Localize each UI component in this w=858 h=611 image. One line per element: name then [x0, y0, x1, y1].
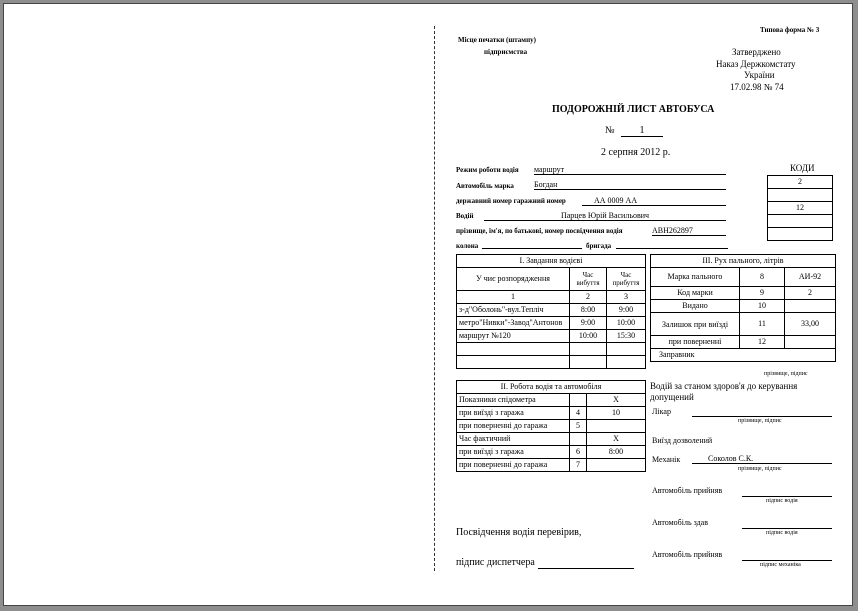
work-table — [456, 380, 646, 472]
form-model: Типова форма № 3 — [760, 26, 820, 34]
fuel-num: 10 — [740, 300, 785, 313]
work-label: при поверненні до гаража — [457, 420, 570, 433]
work-mode-label: Режим роботи водія — [456, 166, 519, 174]
task-dest: метро"Нивки"-Завод"Антонов — [457, 317, 570, 330]
fuel-label: Залишок при виїзді — [651, 313, 740, 336]
document-number: 1 — [621, 125, 663, 137]
fuel-num: 8 — [740, 268, 785, 287]
number-label: № — [605, 125, 615, 136]
work-value: X — [587, 394, 646, 407]
enterprise-label: підприємства — [484, 48, 528, 56]
driver-sign-caption: підпис водія — [766, 498, 798, 504]
task-header-arr: Час прибуття — [607, 268, 646, 291]
column-label: колона — [456, 242, 479, 250]
codes-header: КОДИ — [790, 163, 815, 173]
doctor-line — [692, 416, 832, 417]
table-row — [457, 330, 646, 343]
table-row — [457, 407, 646, 420]
task-col-number: 3 — [607, 291, 646, 304]
work-label: Час фактичний — [457, 433, 570, 446]
table-row — [457, 343, 646, 356]
document-title: ПОДОРОЖНІЙ ЛИСТ АВТОБУСА — [552, 104, 715, 115]
work-value: 10 — [587, 407, 646, 420]
cut-line — [434, 26, 435, 571]
approved-label: Затверджено — [732, 47, 781, 57]
table-row — [457, 394, 646, 407]
work-num — [570, 394, 587, 407]
task-col-number: 1 — [457, 291, 570, 304]
state-number-label: державний номер гаражний номер — [456, 197, 566, 205]
car-accepted-2-label: Автомобіль прийняв — [652, 550, 723, 559]
mechanic-name: Соколов С.К. — [692, 454, 832, 464]
license-value: АВН262897 — [652, 226, 726, 236]
mechanic-label: Механік — [652, 455, 681, 464]
fuel-label: Заправник — [651, 349, 836, 362]
table-row — [457, 446, 646, 459]
work-label: при поверненні до гаража — [457, 459, 570, 472]
allowed-label: Виїзд дозволений — [652, 436, 713, 445]
brigade-label: бригада — [586, 242, 612, 250]
task-arr: 9:00 — [607, 304, 646, 317]
dispatcher-label: підпис диспетчера — [456, 557, 535, 568]
fuel-label: при поверненні — [651, 336, 740, 349]
car-accepted-label: Автомобіль прийняв — [652, 486, 723, 495]
country-label: України — [744, 70, 775, 80]
license-label: прізвище, ім'я, по батькові, номер посвідчення водія — [456, 227, 623, 235]
stamp-place: Місце печатки (штампу) — [458, 36, 536, 44]
fuel-value — [785, 336, 836, 349]
fuel-sign-caption: прізвище, підпис — [764, 371, 808, 377]
fuel-label: Видано — [651, 300, 740, 313]
work-label: при виїзді з гаража — [457, 446, 570, 459]
task-title: I. Завдання водієві — [457, 255, 646, 268]
code-cell — [768, 215, 833, 228]
table-row — [457, 356, 646, 369]
car-brand-value: Богдан — [534, 180, 726, 190]
car-brand-label: Автомобіль марка — [456, 182, 514, 190]
column-line — [482, 248, 582, 249]
table-row — [457, 317, 646, 330]
work-label: Показники спідометра — [457, 394, 570, 407]
work-value — [587, 420, 646, 433]
fuel-num: 12 — [740, 336, 785, 349]
fuel-num: 11 — [740, 313, 785, 336]
mechanic-sign-caption: прізвище, підпис — [738, 466, 782, 472]
fuel-table — [650, 254, 836, 362]
code-cell: 2 — [768, 176, 833, 189]
task-arr: 15:30 — [607, 330, 646, 343]
doctor-label: Лікар — [652, 407, 671, 416]
brigade-line — [616, 248, 728, 249]
work-title: II. Робота водія та автомобіля — [457, 381, 646, 394]
work-num: 5 — [570, 420, 587, 433]
fuel-value: 33,00 — [785, 313, 836, 336]
work-mode-value: маршрут — [534, 165, 726, 175]
code-cell — [768, 228, 833, 241]
work-label: при виїзді з гаража — [457, 407, 570, 420]
work-value: X — [587, 433, 646, 446]
work-value — [587, 459, 646, 472]
order-label: Наказ Держкомстату — [716, 59, 796, 69]
table-row — [457, 433, 646, 446]
car-accepted-line — [742, 496, 832, 497]
work-num: 4 — [570, 407, 587, 420]
fuel-value: АИ-92 — [785, 268, 836, 287]
document-date: 2 серпня 2012 р. — [601, 147, 671, 158]
fuel-value — [785, 300, 836, 313]
work-value: 8:00 — [587, 446, 646, 459]
fuel-value: 2 — [785, 287, 836, 300]
task-col-number: 2 — [570, 291, 607, 304]
driver-sign-caption-2: підпис водія — [766, 530, 798, 536]
work-num — [570, 433, 587, 446]
car-accepted-2-line — [742, 560, 832, 561]
table-row — [457, 304, 646, 317]
task-arr: 10:00 — [607, 317, 646, 330]
task-dep: 10:00 — [570, 330, 607, 343]
task-table — [456, 254, 646, 369]
task-dep: 9:00 — [570, 317, 607, 330]
fuel-num: 9 — [740, 287, 785, 300]
doctor-sign-caption: прізвище, підпис — [738, 418, 782, 424]
fuel-title: III. Рух пального, літрів — [651, 255, 836, 268]
work-num: 7 — [570, 459, 587, 472]
state-number-value: АА 0009 АА — [582, 196, 726, 206]
car-handed-label: Автомобіль здав — [652, 518, 709, 527]
task-header-dep: Час вибуття — [570, 268, 607, 291]
task-dest: з-д"Оболонь"-вул.Тепліч — [457, 304, 570, 317]
code-cell: 12 — [768, 202, 833, 215]
task-dest: маршрут №120 — [457, 330, 570, 343]
work-num: 6 — [570, 446, 587, 459]
car-handed-line — [742, 528, 832, 529]
fuel-label: Код марки — [651, 287, 740, 300]
code-cell — [768, 189, 833, 202]
mechanic-sign-caption-2: підпис механіка — [760, 562, 801, 568]
codes-table — [767, 175, 833, 241]
task-header-dest: У чиє розпорядження — [457, 268, 570, 291]
document-page — [3, 3, 853, 606]
license-checked: Посвідчення водія перевірив, — [456, 527, 582, 538]
order-date: 17.02.98 № 74 — [730, 82, 784, 92]
fuel-label: Марка пального — [651, 268, 740, 287]
table-row — [457, 420, 646, 433]
task-dep: 8:00 — [570, 304, 607, 317]
table-row — [457, 459, 646, 472]
health-text-2: допущений — [650, 392, 694, 402]
health-text-1: Водій за станом здоров'я до керування — [650, 381, 798, 391]
driver-label: Водій — [456, 212, 474, 220]
dispatcher-line — [538, 568, 634, 569]
driver-value: Парцев Юрій Васильович — [484, 211, 726, 221]
